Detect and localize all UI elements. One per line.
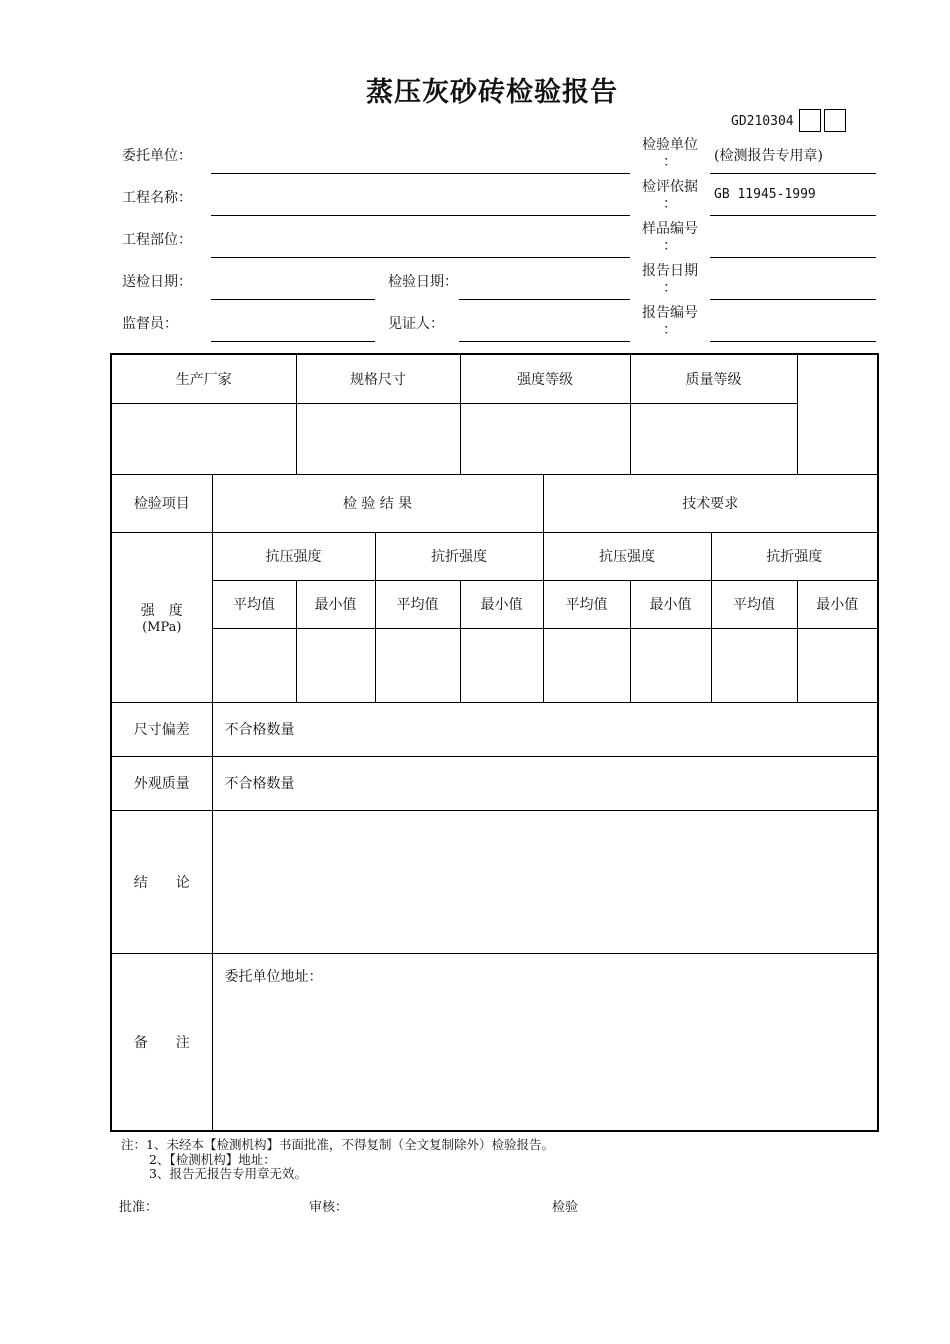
appearance-quality-label: 外观质量	[111, 756, 212, 810]
strength-label: 强 度	[140, 602, 183, 619]
client-unit-field[interactable]	[211, 173, 630, 174]
conclusion-label: 结 论	[111, 810, 212, 953]
result-flexural-avg-cell[interactable]	[375, 628, 460, 702]
quality-grade-header: 质量等级	[630, 354, 797, 403]
test-date-label: 检验日期：	[388, 274, 458, 290]
supervisor-label: 监督员：	[122, 316, 178, 332]
dimension-deviation-label: 尺寸偏差	[111, 702, 212, 756]
tech-requirement-header: 技术要求	[543, 474, 878, 532]
note-2: 2、【检测机构】地址：	[149, 1151, 276, 1167]
witness-label: 见证人：	[388, 316, 444, 332]
req-compressive-min-cell[interactable]	[630, 628, 711, 702]
notes	[121, 1138, 554, 1182]
req-flexural-header: 抗折强度	[711, 532, 878, 580]
dimension-deviation-cell[interactable]: 不合格数量	[212, 702, 878, 756]
conclusion-cell[interactable]	[212, 810, 878, 953]
witness-field[interactable]	[459, 341, 630, 342]
req-flexural-min-header: 最小值	[797, 580, 878, 628]
report-date-label: 报告日期 ：	[642, 263, 698, 296]
strength-unit: (MPa)	[142, 619, 182, 635]
approve-label: 批准：	[119, 1200, 159, 1215]
page-title: 蒸压灰砂砖检验报告	[366, 77, 618, 108]
spec-size-header: 规格尺寸	[296, 354, 460, 403]
manufacturer-cell[interactable]	[111, 403, 296, 474]
standard-value: GB 11945-1999	[714, 187, 816, 202]
strength-grade-header: 强度等级	[460, 354, 630, 403]
document-code: GD210304	[731, 114, 794, 129]
test-date-field[interactable]	[459, 299, 630, 300]
report-table	[110, 353, 879, 1132]
client-unit-label: 委托单位：	[122, 148, 192, 164]
report-no-label: 报告编号 ：	[642, 305, 698, 338]
standard-field[interactable]	[710, 215, 876, 216]
remarks-cell[interactable]: 委托单位地址：	[212, 953, 878, 1131]
req-flexural-min-cell[interactable]	[797, 628, 878, 702]
code-box-2[interactable]	[824, 109, 846, 132]
appearance-quality-cell[interactable]: 不合格数量	[212, 756, 878, 810]
submit-date-label: 送检日期：	[122, 274, 192, 290]
project-part-field[interactable]	[211, 257, 630, 258]
spec-size-cell[interactable]	[296, 403, 460, 474]
supervisor-field[interactable]	[211, 341, 375, 342]
quality-grade-cell[interactable]	[630, 403, 797, 474]
req-compressive-header: 抗压强度	[543, 532, 711, 580]
project-name-label: 工程名称：	[122, 190, 192, 206]
req-compressive-avg-cell[interactable]	[543, 628, 630, 702]
test-item-header: 检验项目	[111, 474, 212, 532]
inspect-label: 检验	[552, 1200, 579, 1215]
result-compressive-header: 抗压强度	[212, 532, 375, 580]
sample-no-label: 样品编号 ：	[642, 221, 698, 254]
result-compressive-avg-cell[interactable]	[212, 628, 296, 702]
strength-grade-cell[interactable]	[460, 403, 630, 474]
project-name-field[interactable]	[211, 215, 630, 216]
test-result-header: 检 验 结 果	[212, 474, 543, 532]
strength-row-label	[111, 532, 212, 702]
report-date-field[interactable]	[710, 299, 876, 300]
note-1: 注：1、未经本【检测机构】书面批准，不得复制（全文复制除外）检验报告。	[121, 1137, 554, 1152]
req-flexural-avg-header: 平均值	[711, 580, 797, 628]
code-box-1[interactable]	[799, 109, 821, 132]
project-part-label: 工程部位：	[122, 232, 192, 248]
req-flexural-avg-cell[interactable]	[711, 628, 797, 702]
test-unit-field[interactable]	[710, 173, 876, 174]
report-no-field[interactable]	[710, 341, 876, 342]
result-compressive-avg-header: 平均值	[212, 580, 296, 628]
manufacturer-header: 生产厂家	[111, 354, 296, 403]
remarks-label: 备 注	[111, 953, 212, 1131]
result-flexural-header: 抗折强度	[375, 532, 543, 580]
result-compressive-min-cell[interactable]	[296, 628, 375, 702]
note-3: 3、报告无报告专用章无效。	[149, 1166, 307, 1181]
result-flexural-min-cell[interactable]	[460, 628, 543, 702]
submit-date-field[interactable]	[211, 299, 375, 300]
req-compressive-min-header: 最小值	[630, 580, 711, 628]
result-flexural-avg-header: 平均值	[375, 580, 460, 628]
test-unit-value: (检测报告专用章)	[714, 148, 823, 164]
req-compressive-avg-header: 平均值	[543, 580, 630, 628]
result-flexural-min-header: 最小值	[460, 580, 543, 628]
result-compressive-min-header: 最小值	[296, 580, 375, 628]
test-unit-label: 检验单位 ：	[642, 137, 698, 170]
standard-label: 检评依据 ：	[642, 179, 698, 212]
review-label: 审核：	[309, 1200, 349, 1215]
sample-no-field[interactable]	[710, 257, 876, 258]
